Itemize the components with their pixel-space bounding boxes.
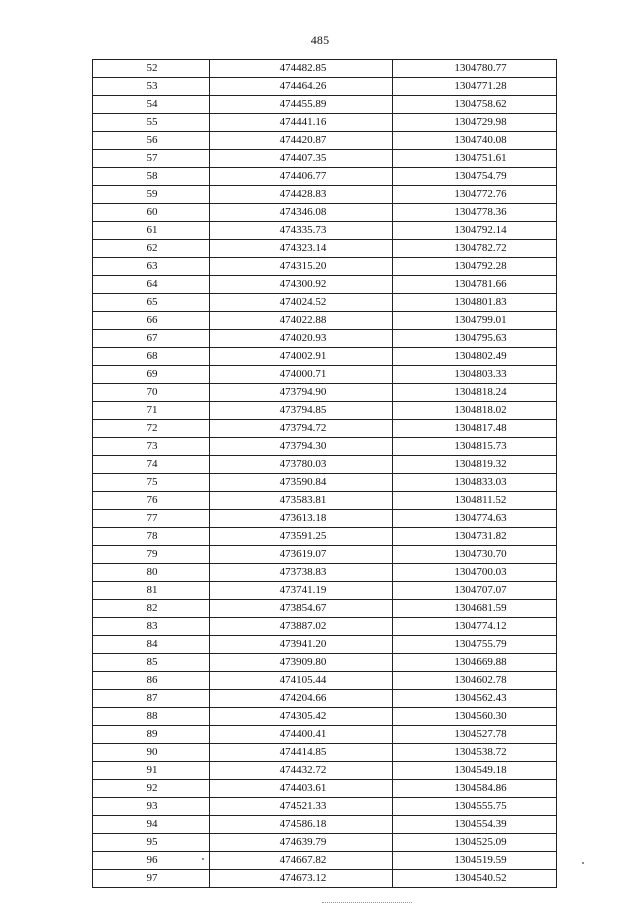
y-coordinate-cell: 1304817.48 [393,420,557,438]
x-coordinate-cell: 474346.08 [210,204,393,222]
point-number-cell: 54 [93,96,210,114]
x-coordinate-cell: 474406.77 [210,168,393,186]
point-number-cell: 63 [93,258,210,276]
table-row [93,366,557,384]
x-coordinate-cell: 474667.82 [210,852,393,870]
table-row [93,492,557,510]
x-coordinate-cell: 473909.80 [210,654,393,672]
x-coordinate-cell: 474024.52 [210,294,393,312]
x-coordinate-cell: 473794.30 [210,438,393,456]
x-coordinate-cell: 473780.03 [210,456,393,474]
x-coordinate-cell: 474335.73 [210,222,393,240]
x-coordinate-cell: 473613.18 [210,510,393,528]
table-row [93,456,557,474]
table-row [93,330,557,348]
y-coordinate-cell: 1304803.33 [393,366,557,384]
table-row [93,240,557,258]
x-coordinate-cell: 474305.42 [210,708,393,726]
point-number-cell: 82 [93,600,210,618]
table-row [93,600,557,618]
point-number-cell: 89 [93,726,210,744]
table-row [93,276,557,294]
point-number-cell: 81 [93,582,210,600]
x-coordinate-cell: 473583.81 [210,492,393,510]
y-coordinate-cell: 1304772.76 [393,186,557,204]
y-coordinate-cell: 1304799.01 [393,312,557,330]
y-coordinate-cell: 1304833.03 [393,474,557,492]
x-coordinate-cell: 473887.02 [210,618,393,636]
y-coordinate-cell: 1304792.14 [393,222,557,240]
y-coordinate-cell: 1304819.32 [393,456,557,474]
point-number-cell: 96 [93,852,210,870]
x-coordinate-cell: 473619.07 [210,546,393,564]
y-coordinate-cell: 1304549.18 [393,762,557,780]
x-coordinate-cell: 474315.20 [210,258,393,276]
y-coordinate-cell: 1304584.86 [393,780,557,798]
y-coordinate-cell: 1304778.36 [393,204,557,222]
table-row [93,816,557,834]
table-row [93,726,557,744]
x-coordinate-cell: 474673.12 [210,870,393,888]
point-number-cell: 61 [93,222,210,240]
x-coordinate-cell: 473794.85 [210,402,393,420]
table-row [93,60,557,78]
table-row [93,474,557,492]
x-coordinate-cell: 474455.89 [210,96,393,114]
y-coordinate-cell: 1304560.30 [393,708,557,726]
point-number-cell: 75 [93,474,210,492]
y-coordinate-cell: 1304707.07 [393,582,557,600]
table-row [93,870,557,888]
point-number-cell: 95 [93,834,210,852]
x-coordinate-cell: 474639.79 [210,834,393,852]
y-coordinate-cell: 1304602.78 [393,672,557,690]
point-number-cell: 84 [93,636,210,654]
point-number-cell: 71 [93,402,210,420]
bottom-edge-mark [322,902,412,903]
table-row [93,258,557,276]
x-coordinate-cell: 474482.85 [210,60,393,78]
table-row [93,654,557,672]
scan-speck [582,862,584,864]
table-row [93,114,557,132]
y-coordinate-cell: 1304795.63 [393,330,557,348]
y-coordinate-cell: 1304525.09 [393,834,557,852]
point-number-cell: 88 [93,708,210,726]
y-coordinate-cell: 1304811.52 [393,492,557,510]
y-coordinate-cell: 1304669.88 [393,654,557,672]
y-coordinate-cell: 1304780.77 [393,60,557,78]
y-coordinate-cell: 1304519.59 [393,852,557,870]
y-coordinate-cell: 1304801.83 [393,294,557,312]
y-coordinate-cell: 1304555.75 [393,798,557,816]
point-number-cell: 62 [93,240,210,258]
table-row [93,690,557,708]
y-coordinate-cell: 1304554.39 [393,816,557,834]
point-number-cell: 67 [93,330,210,348]
table-row [93,744,557,762]
table-row [93,798,557,816]
y-coordinate-cell: 1304730.70 [393,546,557,564]
point-number-cell: 58 [93,168,210,186]
point-number-cell: 85 [93,654,210,672]
point-number-cell: 69 [93,366,210,384]
y-coordinate-cell: 1304774.63 [393,510,557,528]
point-number-cell: 97 [93,870,210,888]
point-number-cell: 59 [93,186,210,204]
point-number-cell: 64 [93,276,210,294]
scan-speck [202,858,204,860]
table-row [93,222,557,240]
x-coordinate-cell: 474428.83 [210,186,393,204]
y-coordinate-cell: 1304818.02 [393,402,557,420]
x-coordinate-cell: 474432.72 [210,762,393,780]
point-number-cell: 78 [93,528,210,546]
y-coordinate-cell: 1304754.79 [393,168,557,186]
table-row [93,348,557,366]
point-number-cell: 73 [93,438,210,456]
table-row [93,420,557,438]
page-number: 485 [310,33,330,47]
x-coordinate-cell: 474300.92 [210,276,393,294]
point-number-cell: 65 [93,294,210,312]
table-row [93,384,557,402]
x-coordinate-cell: 474407.35 [210,150,393,168]
x-coordinate-cell: 474420.87 [210,132,393,150]
x-coordinate-cell: 474521.33 [210,798,393,816]
point-number-cell: 56 [93,132,210,150]
y-coordinate-cell: 1304731.82 [393,528,557,546]
table-row [93,204,557,222]
point-number-cell: 66 [93,312,210,330]
y-coordinate-cell: 1304740.08 [393,132,557,150]
table-row [93,834,557,852]
y-coordinate-cell: 1304782.72 [393,240,557,258]
x-coordinate-cell: 474441.16 [210,114,393,132]
point-number-cell: 72 [93,420,210,438]
table-row [93,528,557,546]
point-number-cell: 68 [93,348,210,366]
table-row [93,294,557,312]
point-number-cell: 76 [93,492,210,510]
x-coordinate-cell: 474105.44 [210,672,393,690]
table-row [93,312,557,330]
table-row [93,618,557,636]
table-row [93,582,557,600]
table-row [93,564,557,582]
x-coordinate-cell: 474586.18 [210,816,393,834]
point-number-cell: 92 [93,780,210,798]
point-number-cell: 91 [93,762,210,780]
table-row [93,852,557,870]
point-number-cell: 83 [93,618,210,636]
point-number-cell: 93 [93,798,210,816]
y-coordinate-cell: 1304700.03 [393,564,557,582]
point-number-cell: 55 [93,114,210,132]
table-row [93,762,557,780]
coordinates-table [92,59,557,888]
table-row [93,708,557,726]
x-coordinate-cell: 473738.83 [210,564,393,582]
x-coordinate-cell: 474414.85 [210,744,393,762]
point-number-cell: 53 [93,78,210,96]
table-row [93,672,557,690]
coordinates-table-body [93,60,557,888]
table-row [93,186,557,204]
y-coordinate-cell: 1304538.72 [393,744,557,762]
point-number-cell: 57 [93,150,210,168]
y-coordinate-cell: 1304562.43 [393,690,557,708]
x-coordinate-cell: 473941.20 [210,636,393,654]
y-coordinate-cell: 1304771.28 [393,78,557,96]
point-number-cell: 74 [93,456,210,474]
point-number-cell: 60 [93,204,210,222]
table-row [93,402,557,420]
y-coordinate-cell: 1304758.62 [393,96,557,114]
table-row [93,168,557,186]
x-coordinate-cell: 473794.90 [210,384,393,402]
x-coordinate-cell: 473590.84 [210,474,393,492]
table-row [93,132,557,150]
table-row [93,96,557,114]
y-coordinate-cell: 1304729.98 [393,114,557,132]
y-coordinate-cell: 1304781.66 [393,276,557,294]
point-number-cell: 79 [93,546,210,564]
y-coordinate-cell: 1304774.12 [393,618,557,636]
x-coordinate-cell: 473591.25 [210,528,393,546]
y-coordinate-cell: 1304792.28 [393,258,557,276]
x-coordinate-cell: 474022.88 [210,312,393,330]
table-row [93,510,557,528]
point-number-cell: 70 [93,384,210,402]
table-row [93,636,557,654]
point-number-cell: 86 [93,672,210,690]
x-coordinate-cell: 474002.91 [210,348,393,366]
x-coordinate-cell: 473794.72 [210,420,393,438]
y-coordinate-cell: 1304755.79 [393,636,557,654]
point-number-cell: 87 [93,690,210,708]
y-coordinate-cell: 1304802.49 [393,348,557,366]
y-coordinate-cell: 1304681.59 [393,600,557,618]
x-coordinate-cell: 474204.66 [210,690,393,708]
x-coordinate-cell: 474000.71 [210,366,393,384]
x-coordinate-cell: 474323.14 [210,240,393,258]
x-coordinate-cell: 474464.26 [210,78,393,96]
point-number-cell: 77 [93,510,210,528]
point-number-cell: 80 [93,564,210,582]
point-number-cell: 52 [93,60,210,78]
y-coordinate-cell: 1304818.24 [393,384,557,402]
x-coordinate-cell: 474400.41 [210,726,393,744]
table-row [93,546,557,564]
x-coordinate-cell: 473854.67 [210,600,393,618]
point-number-cell: 90 [93,744,210,762]
table-row [93,780,557,798]
x-coordinate-cell: 474403.61 [210,780,393,798]
point-number-cell: 94 [93,816,210,834]
table-row [93,438,557,456]
y-coordinate-cell: 1304527.78 [393,726,557,744]
y-coordinate-cell: 1304540.52 [393,870,557,888]
table-row [93,150,557,168]
table-row [93,78,557,96]
x-coordinate-cell: 474020.93 [210,330,393,348]
y-coordinate-cell: 1304815.73 [393,438,557,456]
x-coordinate-cell: 473741.19 [210,582,393,600]
y-coordinate-cell: 1304751.61 [393,150,557,168]
